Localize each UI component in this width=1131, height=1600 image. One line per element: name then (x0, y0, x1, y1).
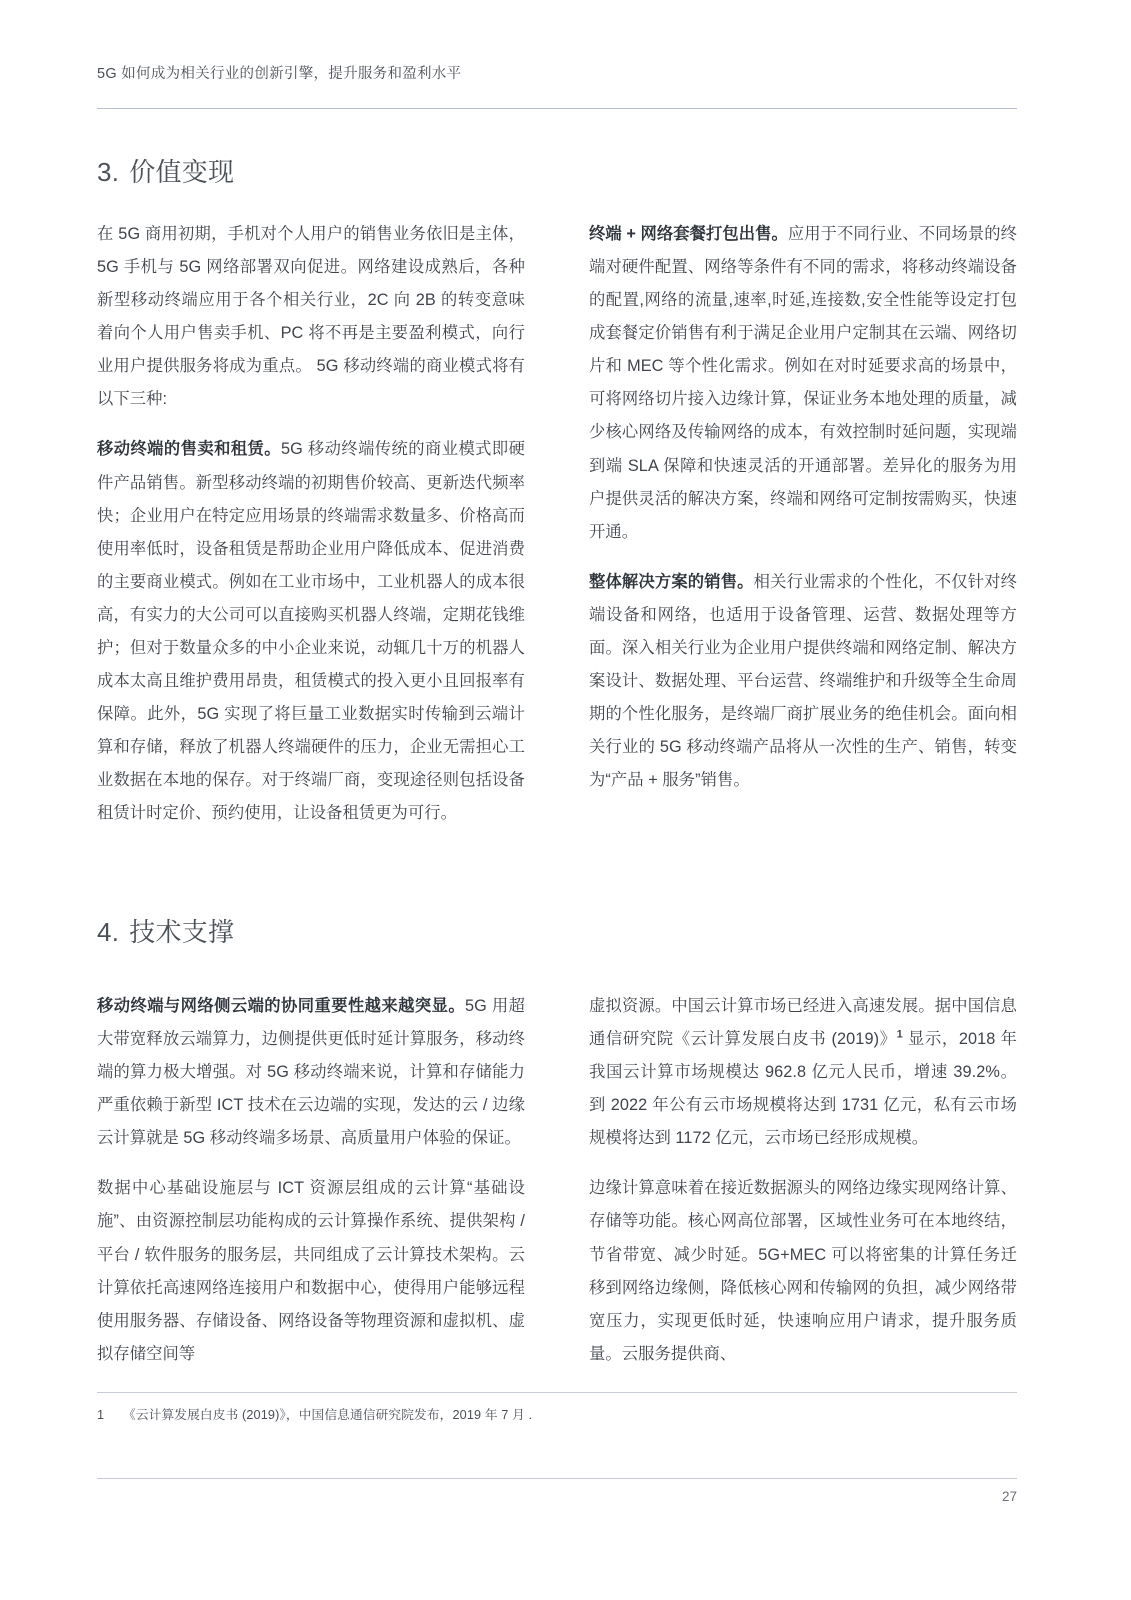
running-head: 5G 如何成为相关行业的创新引擎，提升服务和盈利水平 (97, 66, 462, 82)
section3-right-column (589, 218, 1017, 797)
paragraph (97, 433, 525, 830)
paragraph: 数据中心基础设施层与 ICT 资源层组成的云计算“基础设施”、由资源控制层功能构成的云计算操作系统、提供架构 / 平台 / 软件服务的服务层，共同组成了云计算技术架构。云计算依托高速网络连接用户和数据中心，使得用户能够远程使用服务器、存储设备、网络设备等物理资源和虚拟机、虚拟存储空间等 (97, 1179, 525, 1363)
paragraph (589, 566, 1017, 798)
paragraph: 边缘计算意味着在接近数据源头的网络边缘实现网络计算、存储等功能。核心网高位部署，区域性业务可在本地终结，节省带宽、减少时延。5G+MEC 可以将密集的计算任务迁移到网络边缘侧，降低核心网和传输网的负担，减少网络带宽压力，实现更低时延，快速响应用户请求，提升服务质量。云服务提供商、 (589, 1179, 1017, 1363)
paragraph-body: 虚拟资源。中国云计算市场已经进入高速发展。据中国信息通信研究院《云计算发展白皮书 (2019)》 (589, 997, 1017, 1049)
paragraph-lead: 终端 + 网络套餐打包出售。 (589, 225, 788, 243)
footnote-divider (97, 1392, 1017, 1393)
paragraph-lead: 移动终端与网络侧云端的协同重要性越来越突显。 (97, 997, 466, 1015)
paragraph (589, 218, 1017, 549)
paragraph-lead: 整体解决方案的销售。 (589, 572, 754, 591)
paragraph-body: 5G 用超大带宽释放云端算力，边侧提供更低时延计算服务，移动终端的算力极大增强。对 5G 移动终端来说，计算和存储能力严重依赖于新型 ICT 技术在云边端的实现，发达的云 / 边缘云计算就是 5G 移动终端多场景、高质量用户体验的保证。 (97, 997, 525, 1148)
paragraph (97, 990, 525, 1155)
paragraph-body: 5G 移动终端传统的商业模式即硬件产品销售。新型移动终端的初期售价较高、更新迭代频率快；企业用户在特定应用场景的终端需求数量多、价格高而使用率低时，设备租赁是帮助企业用户降低成本、促进消费的主要商业模式。例如在工业市场中，工业机器人的成本很高，有实力的大公司可以直接购买机器人终端，定期花钱维护；但对于数量众多的中小企业来说，动辄几十万的机器人成本太高且维护费用昂贵，租赁模式的投入更小且回报率有保障。此外，5G 实现了将巨量工业数据实时传输到云端计算和存储，释放了机器人终端硬件的压力，企业无需担心工业数据在本地的保存。对于终端厂商，变现途径则包括设备租赁计时定价、预约使用，让设备租赁更为可行。 (97, 440, 525, 823)
footer-divider (97, 1478, 1017, 1479)
paragraph-body-cont: 显示，2018 年我国云计算市场规模达 962.8 亿元人民币，增速 39.2%。到 2022 年公有云市场规模将达到 1731 亿元，私有云市场规模将达到 1172 亿元，云市场已经形成规模。 (589, 1030, 1017, 1148)
section-number: 3. (97, 157, 120, 187)
paragraph-lead: 移动终端的售卖和租赁。 (97, 440, 282, 459)
footnote-text: 《云计算发展白皮书 (2019)》，中国信息通信研究院发布，2019 年 7 月 . (123, 1408, 533, 1422)
section-number: 4. (97, 917, 120, 947)
paragraph-body: 应用于不同行业、不同场景的终端对硬件配置、网络等条件有不同的需求，将移动终端设备的配置,网络的流量,速率,时延,连接数,安全性能等设定打包成套餐定价销售有利于满足企业用户定制其在云端、网络切片和 MEC 等个性化需求。例如在对时延要求高的场景中，可将网络切片接入边缘计算，保证业务本地处理的质量，减少核心网络及传输网络的成本，有效控制时延问题，实现端到端 SLA 保障和快速灵活的开通部署。差异化的服务为用户提供灵活的解决方案，终端和网络可定制按需购买，快速开通。 (589, 225, 1017, 541)
section-heading-tech (97, 912, 234, 949)
paragraph (589, 990, 1017, 1155)
paragraph: 在 5G 商用初期，手机对个人用户的销售业务依旧是主体，5G 手机与 5G 网络部署双向促进。网络建设成熟后，各种新型移动终端应用于各个相关行业，2C 向 2B 的转变意味着向个人用户售卖手机、PC 将不再是主要盈利模式，向行业用户提供服务将成为重点。 5G 移动终端的商业模式将有以下三种: (97, 225, 525, 409)
section4-right-column (589, 990, 1017, 1371)
section4-left-column (97, 990, 525, 1371)
header-divider (97, 108, 1017, 109)
footnote-number: 1 (97, 1408, 105, 1422)
section3-left-column (97, 218, 525, 830)
paragraph-body: 相关行业需求的个性化，不仅针对终端设备和网络，也适用于设备管理、运营、数据处理等方面。深入相关行业为企业用户提供终端和网络定制、解决方案设计、数据处理、平台运营、终端维护和升级等全生命周期的个性化服务，是终端厂商扩展业务的绝佳机会。面向相关行业的 5G 移动终端产品将从一次性的生产、销售，转变为“产品 + 服务”销售。 (589, 572, 1017, 790)
section-title: 价值变现 (129, 157, 235, 187)
page-number: 27 (1001, 1489, 1017, 1504)
footnote-marker[interactable]: 1 (896, 1028, 903, 1041)
section-heading-value (97, 152, 234, 189)
footnote (97, 1404, 1017, 1423)
section-title: 技术支撑 (129, 917, 235, 947)
